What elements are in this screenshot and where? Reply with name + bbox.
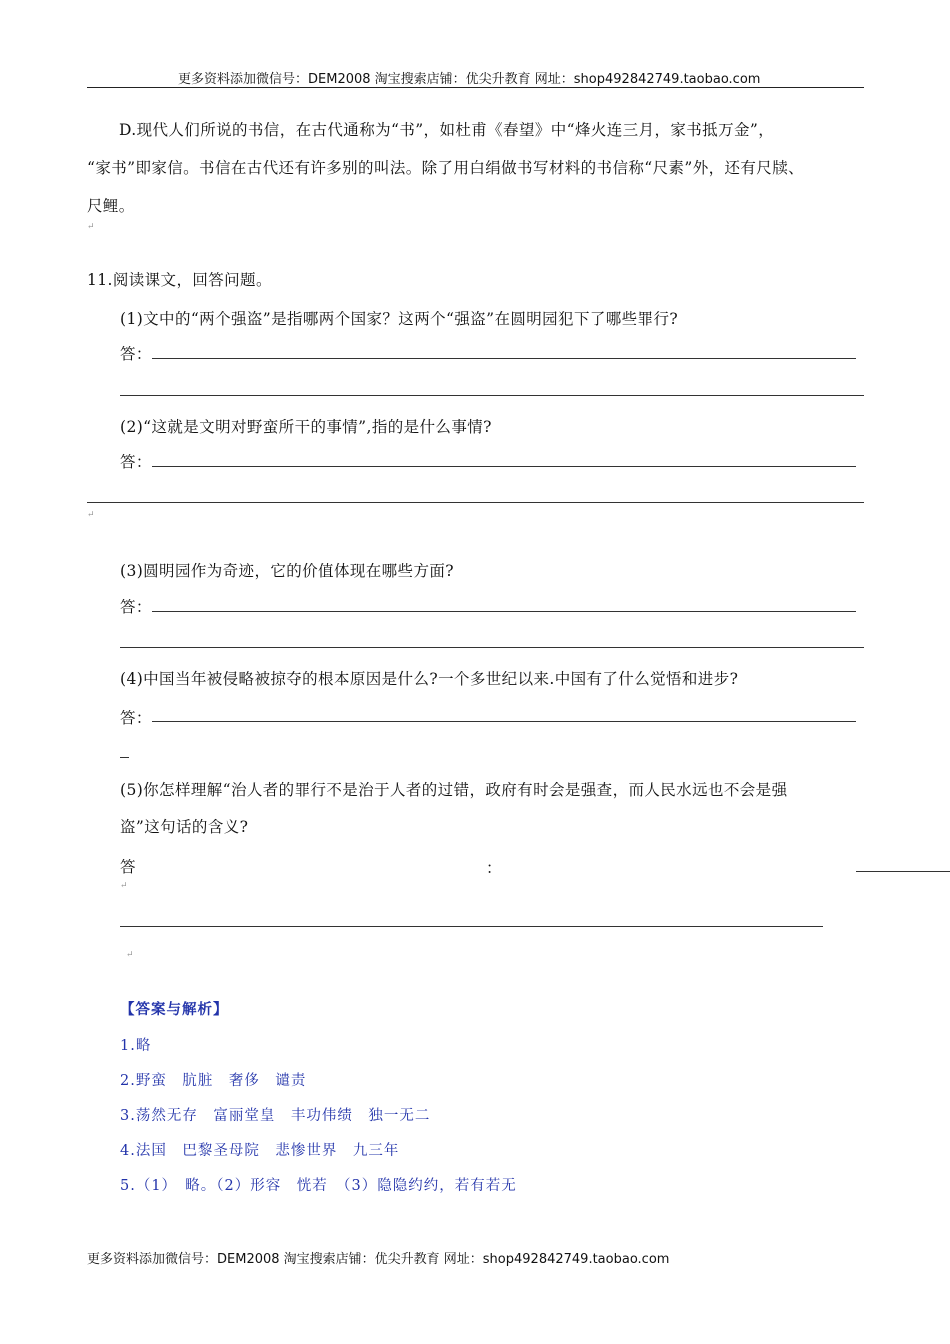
answer-line-5b[interactable]: [120, 926, 823, 927]
paragraph-mark: ↵: [120, 881, 128, 891]
option-d-line-3: 尺鲤。: [87, 197, 135, 215]
sub-question-3: (3)圆明园作为奇迹，它的价值体现在哪些方面?: [120, 562, 454, 580]
answer-item-4: 4.法国 巴黎圣母院 悲惨世界 九三年: [120, 1143, 400, 1159]
answer-label-3: 答：: [120, 598, 152, 616]
answers-heading: 【答案与解析】: [120, 1001, 229, 1018]
sub-question-5-line-1: (5)你怎样理解“治人者的罪行不是治于人者的过错，政府有时会是强查，而人民水远也不会是强: [120, 781, 788, 799]
answer-item-5: 5.（1） 略。（2）形容 恍若 （3）隐隐约约，若有若无: [120, 1178, 517, 1194]
paragraph-mark: ↵: [87, 510, 95, 520]
answer-item-2: 2.野蛮 肮脏 奢侈 谴责: [120, 1073, 307, 1089]
answer-item-1: 1.略: [120, 1038, 152, 1054]
answer-label-4: 答：: [120, 709, 152, 727]
sub-question-2: (2)“这就是文明对野蛮所干的事情”,指的是什么事情?: [120, 418, 492, 436]
answer-line-1a[interactable]: [152, 358, 856, 359]
option-d-line-1: D.现代人们所说的书信，在古代通称为“书”，如杜甫《春望》中“烽火连三月，家书抵万金”，: [119, 121, 775, 139]
option-d-line-2: “家书”即家信。书信在古代还有许多别的叫法。除了用白绢做书写材料的书信称“尺素”外，还有尺牍、: [87, 159, 804, 177]
page-header-text: 更多资料添加微信号：DEM2008 淘宝搜索店铺：优尖升教育 网址：shop492842749.taobao.com: [178, 72, 761, 87]
answer-line-2a[interactable]: [152, 466, 856, 467]
answer-line-2b[interactable]: [87, 502, 864, 503]
answer-line-3b[interactable]: [120, 647, 864, 648]
question-11-title: 11.阅读课文，回答问题。: [87, 271, 272, 289]
sub-question-4: (4)中国当年被侵略被掠夺的根本原因是什么?一个多世纪以来.中国有了什么觉悟和进步?: [120, 670, 739, 688]
answer-line-5a[interactable]: [856, 871, 950, 872]
paragraph-mark: ↵: [87, 222, 95, 232]
answer-label-2: 答：: [120, 453, 152, 471]
answer-line-1b[interactable]: [120, 395, 864, 396]
sub-question-5-line-2: 盗”这句话的含义?: [120, 818, 249, 836]
sub-question-1: (1)文中的“两个强盗”是指哪两个国家？这两个“强盗”在圆明园犯下了哪些罪行?: [120, 310, 679, 328]
answer-item-3: 3.荡然无存 富丽堂皇 丰功伟绩 独一无二: [120, 1108, 431, 1124]
answer-line-3a[interactable]: [152, 611, 856, 612]
answer-colon-5: ：: [486, 859, 502, 877]
paragraph-mark: ↵: [126, 950, 134, 960]
answer-label-5: 答: [120, 858, 136, 876]
answer-line-4a[interactable]: [152, 721, 856, 722]
header-divider: [87, 87, 864, 88]
answer-label-1: 答：: [120, 345, 152, 363]
page-footer-text: 更多资料添加微信号：DEM2008 淘宝搜索店铺：优尖升教育 网址：shop492842749.taobao.com: [87, 1252, 670, 1267]
answer-line-4b[interactable]: [120, 757, 129, 758]
